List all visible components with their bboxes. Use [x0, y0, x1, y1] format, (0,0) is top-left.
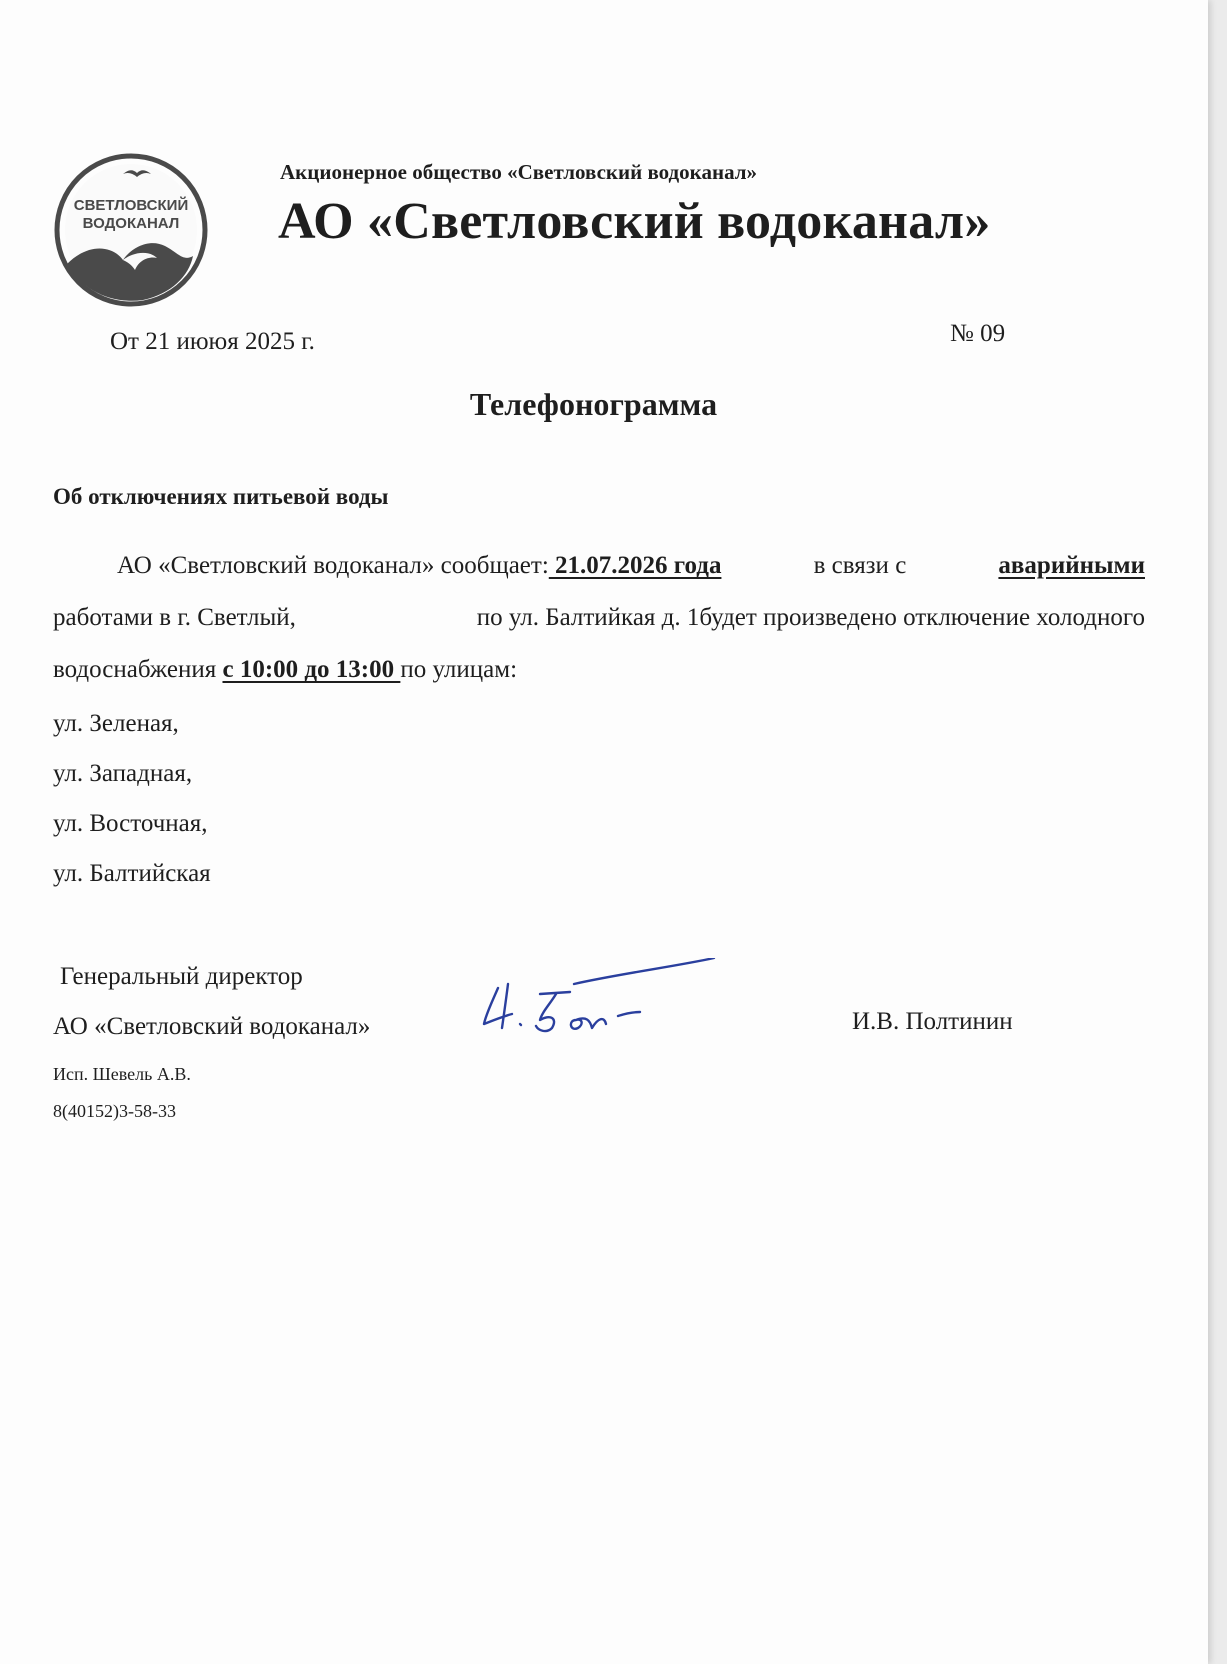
document-number: № 09: [950, 320, 1006, 347]
svg-text:СВЕТЛОВСКИЙ: СВЕТЛОВСКИЙ: [73, 197, 189, 214]
executor: Исп. Шевель А.В.: [53, 1064, 191, 1084]
street-item: ул. Западная,: [53, 760, 193, 787]
org-full-name: Акционерное общество «Светловский водоканал»: [280, 160, 758, 184]
outage-time: с 10:00 до 13:00: [222, 656, 401, 683]
signatory-name: И.В. Полтинин: [852, 1008, 1013, 1035]
street-item: ул. Балтийская: [53, 860, 211, 887]
body-text: АО «Светловский водоканал» сообщает: 21.07.2026 года: [117, 552, 722, 579]
document-subject: Об отключениях питьевой воды: [53, 484, 389, 509]
body-text: по улицам:: [400, 656, 518, 683]
body-line-2: [53, 604, 1145, 632]
body-text: по ул. Балтийкая д. 1будет произведено отключение холодного: [476, 604, 1145, 631]
street-item: ул. Зеленая,: [53, 710, 179, 737]
body-line-3: [53, 656, 1145, 684]
body-text: в связи с: [813, 552, 907, 579]
document-title: Телефонограмма: [469, 386, 718, 422]
signatory-organization: АО «Светловский водоканал»: [53, 1013, 371, 1040]
emphasis-text: аварийными: [998, 552, 1145, 579]
body-text: работами в г. Светлый,: [53, 604, 296, 631]
body-line-1: [53, 552, 1145, 580]
org-short-name: АО «Светловский водоканал»: [278, 193, 991, 250]
executor-phone: 8(40152)3-58-33: [53, 1101, 176, 1121]
outage-date: 21.07.2026 года: [548, 552, 722, 579]
handwritten-signature: [478, 958, 738, 1048]
body-text: водоснабжения: [53, 656, 223, 683]
signatory-position: Генеральный директор: [60, 963, 303, 990]
street-item: ул. Восточная,: [53, 810, 208, 837]
svg-text:ВОДОКАНАЛ: ВОДОКАНАЛ: [82, 215, 180, 232]
company-logo: [53, 152, 209, 308]
document-date: От 21 иююя 2025 г.: [110, 328, 315, 355]
